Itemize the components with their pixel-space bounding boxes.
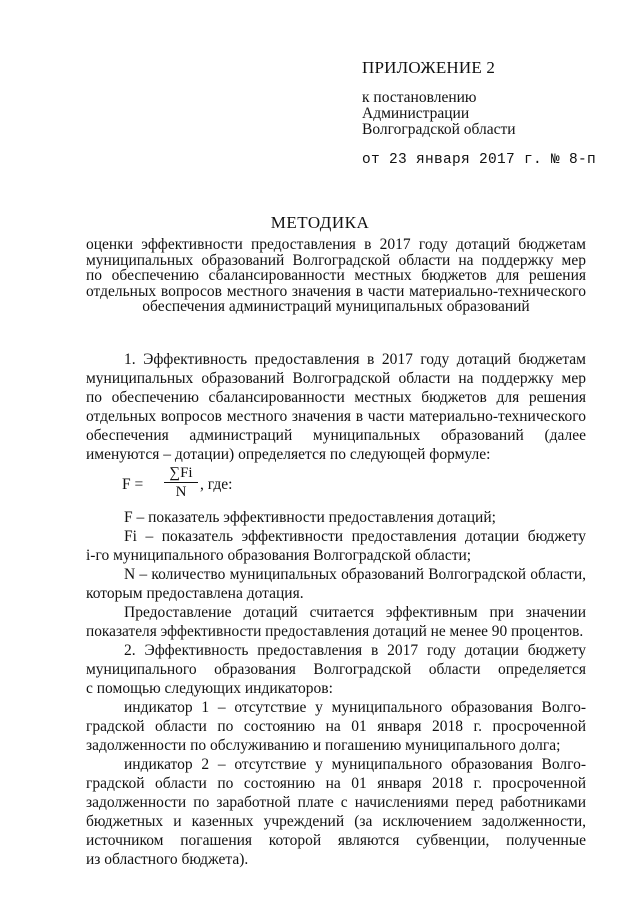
appendix-line: Волгоградской области [362, 121, 516, 138]
indicator-line: бюджетных и казенных учреждений (за исключением задолженности, [86, 813, 586, 830]
paragraph-line: именуются – дотации) определяется по следующей формуле: [86, 446, 491, 463]
appendix-block [362, 60, 596, 168]
definition-line: N – количество муниципальных образований Волгоградской области, [124, 566, 586, 583]
subheading-line: оценки эффективности предоставления в 2017 году дотаций бюджетам [86, 236, 586, 253]
paragraph-line: Предоставление дотаций считается эффективным при значении [124, 604, 586, 621]
paragraph-line: 2. Эффективность предоставления в 2017 году дотации бюджету [124, 642, 586, 659]
paragraph-line: 1. Эффективность предоставления в 2017 году дотаций бюджетам [124, 351, 586, 368]
paragraph-line: муниципального образования Волгоградской области определяется [86, 661, 586, 678]
indicator-line: из областного бюджета). [86, 851, 249, 868]
indicator-line: градской области по состоянию на 01 января 2018 г. просроченной [86, 775, 586, 792]
definitions [86, 508, 586, 603]
subheading-line: отдельных вопросов местного значения в части материально-технического [86, 282, 586, 300]
paragraph-line: показателя эффективности предоставления дотаций не менее 90 процентов. [86, 623, 584, 640]
appendix-line: к постановлению [362, 89, 477, 106]
paragraph-1 [86, 350, 586, 464]
indicator-line: индикатор 2 – отсутствие у муниципального образования Волго- [124, 756, 586, 773]
appendix-line: Администрации [362, 105, 470, 122]
subheading-line: по обеспечению сбалансированности местных бюджетов для решения [86, 267, 586, 284]
document-heading: МЕТОДИКА [270, 213, 370, 232]
formula-fraction [164, 464, 198, 501]
formula-rhs: , где: [200, 476, 233, 493]
subheading-line: муниципальных образований Волгоградской области на поддержку мер [86, 251, 586, 269]
definition-line: i-го муниципального образования Волгоградской области; [86, 547, 472, 564]
indicator-line: индикатор 1 – отсутствие у муниципального образования Волго- [124, 699, 586, 716]
formula-lhs: F = [122, 476, 144, 493]
appendix-title: ПРИЛОЖЕНИЕ 2 [362, 58, 496, 77]
formula [86, 464, 586, 508]
document-subheading [86, 237, 586, 315]
subheading-line: обеспечения администраций муниципальных образований [142, 298, 530, 315]
appendix-date: от 23 января 2017 г. № 8-п [362, 152, 597, 168]
indicator-line: источником погашения которой являются субвенции, полученные [86, 832, 586, 849]
definition-line: которым предоставлена дотация. [86, 585, 304, 602]
document-body [86, 350, 586, 869]
paragraph-2 [86, 603, 586, 641]
definition-line: F – показатель эффективности предоставления дотаций; [124, 509, 496, 526]
paragraph-line: по обеспечению сбалансированности местных бюджетов для решения [86, 389, 586, 406]
indicator-line: задолженности по заработной плате с начислениями перед работниками [86, 794, 586, 811]
indicator-1 [86, 698, 586, 755]
paragraph-line: отдельных вопросов местного значения в части материально-технического [86, 408, 586, 425]
formula-numerator: ∑Fi [164, 464, 198, 483]
indicator-line: задолженности по обслуживанию и погашению муниципального долга; [86, 737, 561, 754]
definition-line: Fi – показатель эффективности предоставления дотации бюджету [124, 528, 586, 545]
paragraph-line: муниципальных образований Волгоградской области на поддержку мер [86, 370, 586, 387]
formula-denominator: N [175, 484, 187, 500]
paragraph-line: с помощью следующих индикаторов: [86, 680, 333, 697]
indicator-2 [86, 755, 586, 869]
paragraph-3 [86, 641, 586, 698]
paragraph-line: обеспечения администраций муниципальных образований (далее [86, 427, 586, 444]
indicator-line: градской области по состоянию на 01 января 2018 г. просроченной [86, 718, 586, 735]
